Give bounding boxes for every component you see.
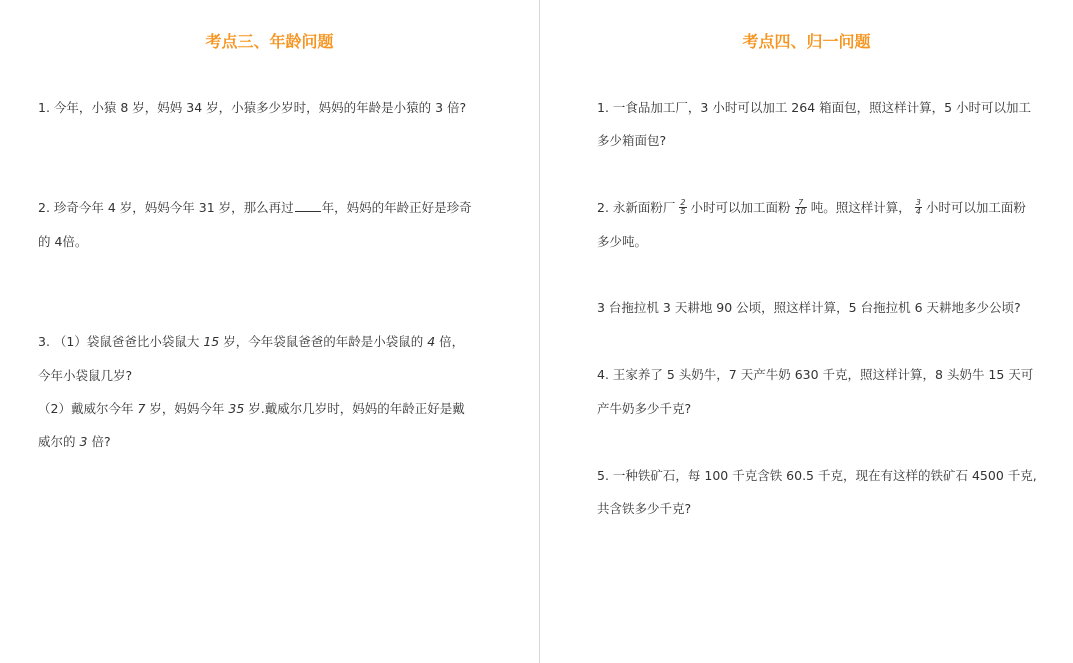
q2-text-a: 2. 珍奇今年 4 岁，妈妈今年 31 岁，那么再过 xyxy=(38,200,294,215)
age-question-2-line1 xyxy=(38,191,472,225)
fraction-denominator: 10 xyxy=(795,207,806,216)
fraction-numerator: 2 xyxy=(680,198,686,207)
fraction xyxy=(915,199,922,216)
unit-question-5-line2: 共含铁多少千克? xyxy=(597,501,692,516)
section-title-unit: 考点四、归一问题 xyxy=(742,32,871,51)
unit-question-4-line1: 4. 王家养了 5 头奶牛，7 天产牛奶 630 千克，照这样计算，8 头奶牛 15 天可 xyxy=(597,367,1034,382)
right-page xyxy=(540,0,1073,663)
unit-question-1-line2: 多少箱面包? xyxy=(597,133,667,148)
fraction-numerator: 7 xyxy=(798,198,804,207)
unit-question-2-line1 xyxy=(597,191,1026,225)
q2-text: 吨。照这样计算， xyxy=(810,200,911,215)
q3-text: 威尔的 xyxy=(38,434,76,449)
fraction-denominator: 5 xyxy=(680,207,686,216)
fraction-numerator: 3 xyxy=(915,198,921,207)
age-question-3-line1 xyxy=(38,325,464,359)
fraction xyxy=(795,199,807,216)
age-question-3-line2: 今年小袋鼠几岁? xyxy=(38,368,133,383)
q2-text-b: 年，妈妈的年龄正好是珍奇 xyxy=(321,200,472,215)
answer-blank xyxy=(295,199,321,212)
age-question-1: 1. 今年，小猿 8 岁，妈妈 34 岁，小猿多少岁时，妈妈的年龄是小猿的 3 倍? xyxy=(38,100,467,115)
q3-text: 岁，妈妈今年 xyxy=(149,401,225,416)
q3-text: 倍， xyxy=(439,334,465,349)
q2-text: 小时可以加工面粉 xyxy=(690,200,791,215)
q3-text: （2）戴威尔今年 xyxy=(38,401,134,416)
unit-question-4-line2: 产牛奶多少千克? xyxy=(597,401,692,416)
age-question-2-line2: 的 4倍。 xyxy=(38,234,88,249)
unit-question-2-line2: 多少吨。 xyxy=(597,234,648,249)
q3-text: 倍? xyxy=(91,434,111,449)
q2-text: 小时可以加工面粉 xyxy=(925,200,1026,215)
q3-number: 3 xyxy=(79,434,88,449)
q3-text: 3. （1）袋鼠爸爸比小袋鼠大 xyxy=(38,334,200,349)
section-title-age: 考点三、年龄问题 xyxy=(205,32,334,51)
q3-number: 35 xyxy=(228,401,245,416)
age-question-3-line3 xyxy=(38,392,465,426)
unit-question-5-line1: 5. 一种铁矿石，每 100 千克含铁 60.5 千克，现在有这样的铁矿石 4500 千克, xyxy=(597,468,1037,483)
q3-text: 岁，今年袋鼠爸爸的年龄是小袋鼠的 xyxy=(223,334,424,349)
unit-question-3: 3 台拖拉机 3 天耕地 90 公顷，照这样计算，5 台拖拉机 6 天耕地多少公顷? xyxy=(597,300,1021,315)
q3-text: 岁.戴威尔几岁时，妈妈的年龄正好是戴 xyxy=(248,401,465,416)
unit-question-1-line1: 1. 一食品加工厂，3 小时可以加工 264 箱面包，照这样计算，5 小时可以加工 xyxy=(597,100,1032,115)
age-question-3-line4 xyxy=(38,425,111,459)
q3-number: 15 xyxy=(203,334,220,349)
fraction xyxy=(679,199,686,216)
q3-number: 4 xyxy=(427,334,436,349)
q2-text: 2. 永新面粉厂 xyxy=(597,200,676,215)
q3-number: 7 xyxy=(137,401,146,416)
fraction-denominator: 4 xyxy=(915,207,921,216)
